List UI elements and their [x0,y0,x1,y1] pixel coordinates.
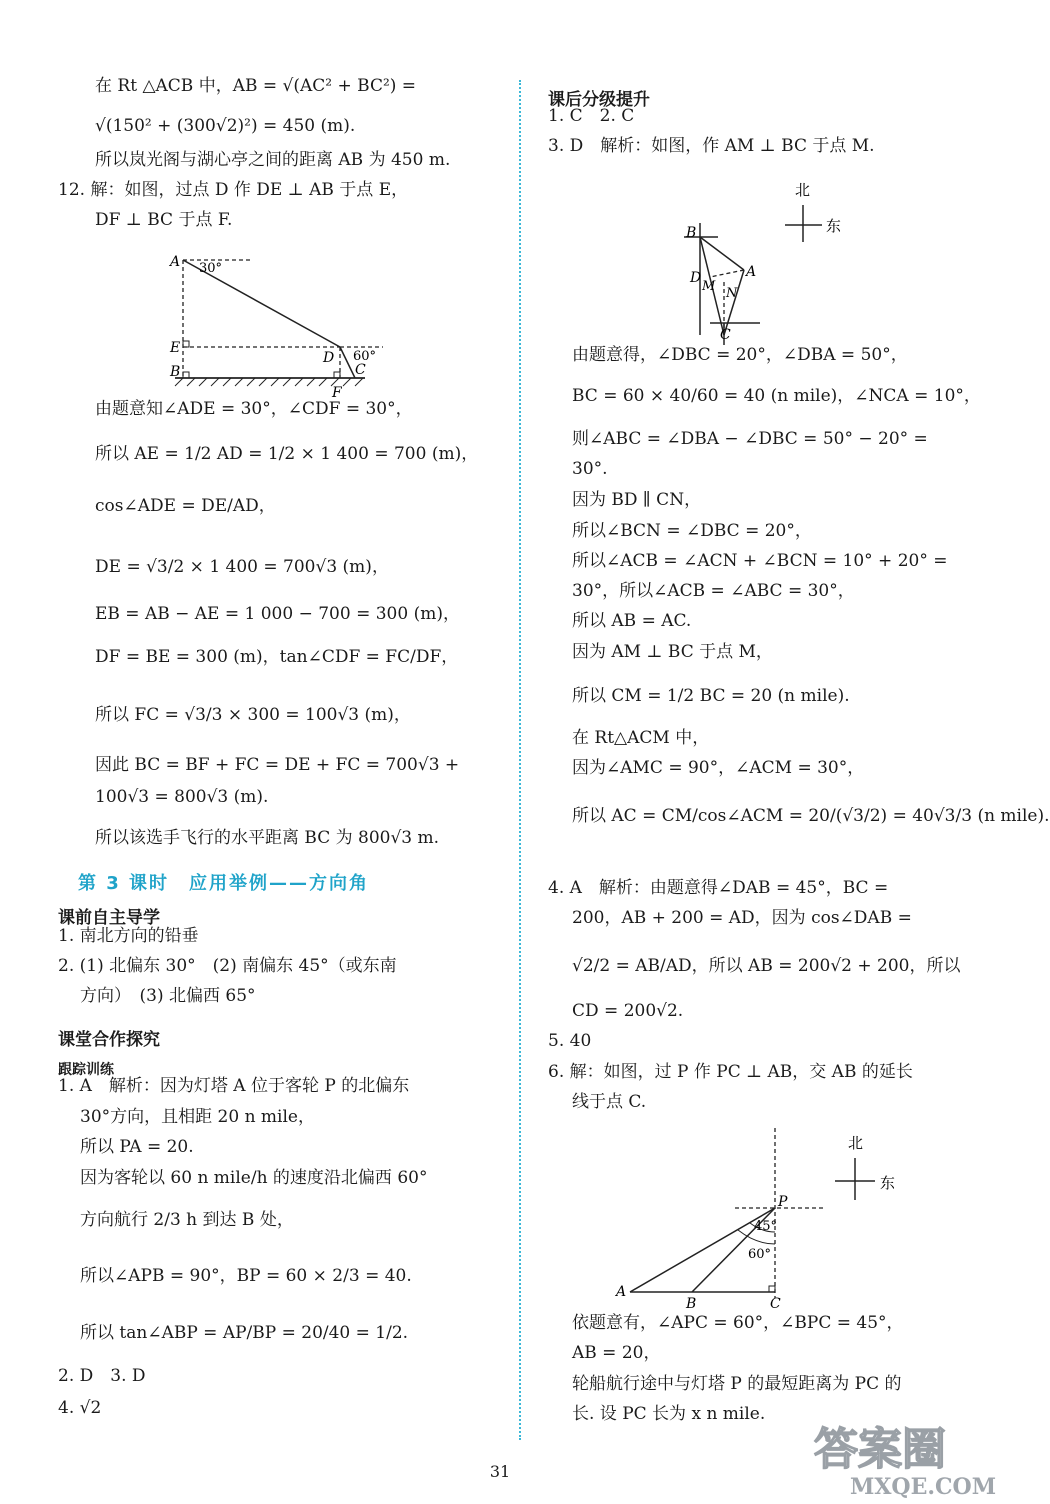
watermark-url: MXQE.COM [850,1474,997,1500]
preclass-item-line: 方向） (3) 北偏西 65° [80,986,256,1006]
right-text-line: 所以∠BCN = ∠DBC = 20°， [572,521,812,541]
left-text-line: 在 Rt △ACB 中，AB = √(AC² + BC²) = [95,76,417,96]
fig3-label-D: D [690,270,702,286]
fig12-label-D: D [323,350,335,366]
tracking-item-line: 所以 tan∠ABP = AP/BP = 20/40 = 1/2. [80,1323,409,1343]
tracking-item-line: 1. A 解析：因为灯塔 A 位于客轮 P 的北偏东 [58,1076,410,1096]
fig6-label-angle-60: 60° [748,1247,772,1262]
right-text-line: 6. 解：如图，过 P 作 PC ⊥ AB，交 AB 的延长 [548,1062,913,1082]
fig3-label-C: C [720,327,731,343]
right-text-line: 30°. [572,459,608,479]
left-text-line: 因此 BC = BF + FC = DE + FC = 700√3 + [95,755,460,775]
left-text-line: √(150² + (300√2)²) = 450 (m). [95,116,356,136]
right-text-line: 1. C 2. C [548,106,635,126]
left-text-line: 所以 AE = 1/2 AD = 1/2 × 1 400 = 700 (m)， [95,444,479,464]
right-text-line: BC = 60 × 40/60 = 40 (n mile)，∠NCA = 10°， [572,386,981,406]
left-text-line: 100√3 = 800√3 (m). [95,787,269,807]
right-text-line: 所以 AC = CM/cos∠ACM = 20/(√3/2) = 40√3/3 (n mile). [572,806,1050,826]
column-divider [519,80,521,1440]
right-text-line: √2/2 = AB/AD，所以 AB = 200√2 + 200，所以 [572,956,961,976]
left-text-line: 由题意知∠ADE = 30°，∠CDF = 30°， [95,399,413,419]
tracking-item-line: 2. D 3. D [58,1366,146,1386]
figure-6-diagram [610,1128,910,1313]
left-text-line: cos∠ADE = DE/AD， [95,496,276,516]
fig6-label-north: 北 [848,1134,864,1152]
left-text-line: DE = √3/2 × 1 400 = 700√3 (m)， [95,557,389,577]
subheading-tracking: 跟踪训练 [58,1062,114,1078]
tracking-item-line: 30°方向，且相距 20 n mile， [80,1107,315,1127]
fig6-label-B: B [686,1296,697,1312]
left-text-line: DF ⊥ BC 于点 F. [95,210,233,230]
fig3-label-east: 东 [826,217,842,235]
fig3-label-A: A [746,264,757,280]
fig12-label-E: E [170,340,181,356]
fig12-label-A: A [170,254,181,270]
figure-12-diagram [165,250,395,400]
right-text-line: 长. 设 PC 长为 x n mile. [572,1404,766,1424]
fig6-label-angle-45: 45° [754,1219,778,1234]
right-text-line: 线于点 C. [572,1092,647,1112]
left-text-line: DF = BE = 300 (m)，tan∠CDF = FC/DF， [95,647,459,667]
right-text-line: 30°，所以∠ACB = ∠ABC = 30°， [572,581,855,601]
fig6-label-C: C [770,1296,781,1312]
right-text-line: 5. 40 [548,1031,592,1051]
fig3-label-north: 北 [795,181,811,199]
right-text-line: 3. D 解析：如图，作 AM ⊥ BC 于点 M. [548,136,875,156]
left-text-line: EB = AB − AE = 1 000 − 700 = 300 (m)， [95,604,460,624]
fig6-label-east: 东 [880,1174,896,1192]
figure-3-diagram [660,175,880,350]
right-text-line: 所以 AB = AC. [572,611,692,631]
watermark-logo [810,1412,995,1500]
fig3-label-M: M [702,279,716,294]
tracking-item-line: 所以∠APB = 90°，BP = 60 × 2/3 = 40. [80,1266,412,1286]
right-text-line: 轮船航行途中与灯塔 P 的最短距离为 PC 的 [572,1374,902,1394]
fig6-label-A: A [616,1284,627,1300]
right-text-line: 则∠ABC = ∠DBA − ∠DBC = 50° − 20° = [572,429,928,449]
left-text-line: 所以岚光阁与湖心亭之间的距离 AB 为 450 m. [95,150,451,170]
right-text-line: CD = 200√2. [572,1001,684,1021]
right-text-line: 4. A 解析：由题意得∠DAB = 45°，BC = [548,878,889,898]
right-text-line: 200，AB + 200 = AD，因为 cos∠DAB = [572,908,912,928]
fig12-label-angle-60: 60° [353,349,377,364]
subheading-preclass: 课前自主导学 [58,908,160,928]
preclass-item-line: 2. (1) 北偏东 30° (2) 南偏东 45°（或东南 [58,956,397,976]
right-text-line: 因为 BD ∥ CN， [572,490,702,510]
section-title: 第 3 课时 应用举例——方向角 [78,873,370,894]
right-text-line: 依题意有，∠APC = 60°，∠BPC = 45°， [572,1313,904,1333]
fig12-label-C: C [355,362,366,378]
tracking-item-line: 所以 PA = 20. [80,1137,194,1157]
right-text-line: 所以 CM = 1/2 BC = 20 (n mile). [572,686,850,706]
fig12-label-B: B [170,364,181,380]
subheading-inclass: 课堂合作探究 [58,1030,160,1050]
fig3-label-N: N [726,286,738,301]
watermark-text: 答案圈 [814,1424,946,1475]
tracking-item-line: 因为客轮以 60 n mile/h 的速度沿北偏西 60° [80,1168,428,1188]
right-text-line: 因为∠AMC = 90°，∠ACM = 30°， [572,758,865,778]
right-text-line: 所以∠ACB = ∠ACN + ∠BCN = 10° + 20° = [572,551,948,571]
subheading-after-class: 课后分级提升 [548,90,650,110]
right-text-line: AB = 20， [572,1343,661,1363]
left-text-line: 所以 FC = √3/3 × 300 = 100√3 (m)， [95,705,411,725]
right-text-line: 由题意得，∠DBC = 20°，∠DBA = 50°， [572,345,908,365]
fig12-label-angle-30: 30° [199,261,223,276]
left-text-line: 12. 解：如图，过点 D 作 DE ⊥ AB 于点 E， [58,180,409,200]
tracking-item-line: 方向航行 2/3 h 到达 B 处， [80,1210,294,1230]
fig12-label-F: F [332,385,342,401]
fig6-label-P: P [778,1194,788,1210]
fig3-label-B: B [686,225,697,241]
right-text-line: 在 Rt△ACM 中， [572,728,710,748]
page-number: 31 [489,1462,511,1481]
left-text-line: 所以该选手飞行的水平距离 BC 为 800√3 m. [95,828,440,848]
preclass-item-line: 1. 南北方向的铅垂 [58,926,199,946]
tracking-item-line: 4. √2 [58,1398,102,1418]
right-text-line: 因为 AM ⊥ BC 于点 M， [572,642,773,662]
